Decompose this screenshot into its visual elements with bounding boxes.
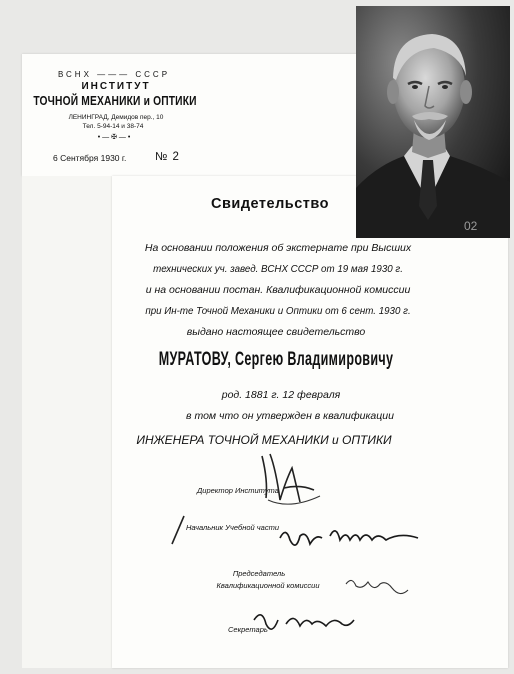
head-of-studies-label: Начальник Учебной части [186, 523, 279, 532]
institute-name: ТОЧНОЙ МЕХАНИКИ и ОПТИКИ [33, 94, 197, 108]
certificate-title: Свидетельство [211, 196, 329, 212]
birth-date: род. 1881 г. 12 февраля [221, 389, 341, 401]
body-line-3: и на основании постан. Квалификационной комиссии [145, 284, 411, 296]
photo-badge-text: 02 [464, 219, 478, 233]
blank-margin-sheet [22, 176, 118, 668]
document-number: № 2 [155, 151, 180, 163]
institute-address: ЛЕНИНГРАД, Демидов пер., 10 [68, 114, 164, 121]
org-line: ВСНХ ——— СССР [57, 70, 171, 79]
director-label: Директор Института [197, 486, 279, 495]
handwritten-signatures [150, 440, 450, 660]
holder-name: МУРАТОВУ, Сергею Владимировичу [158, 349, 394, 370]
institute-heading: ИНСТИТУТ [81, 81, 151, 92]
portrait-photo [356, 6, 510, 238]
chairman-label-line2: Квалификационной комиссии [216, 581, 320, 590]
body-line-1: На основании положения об экстернате при Высших [144, 242, 412, 254]
body-line-2: технических уч. завед. ВСНХ СССР от 19 мая 1930 г. [153, 263, 403, 275]
institute-phone: Тел. 5-94-14 и 38-74 [82, 123, 144, 130]
secretary-label: Секретарь [228, 625, 268, 634]
issue-date: 6 Сентября 1930 г. [53, 153, 127, 163]
qualification-statement: в том что он утвержден в квалификации [186, 410, 394, 422]
body-line-4: при Ин-те Точной Механики и Оптики от 6 сент. 1930 г. [145, 305, 411, 317]
letterhead-ornament: • — ✠ — • [97, 134, 131, 141]
body-line-5: выдано настоящее свидетельство [186, 326, 366, 338]
chairman-label-line1: Председатель [232, 569, 286, 578]
qualification-title: ИНЖЕНЕРА ТОЧНОЙ МЕХАНИКИ и ОПТИКИ [136, 433, 392, 447]
